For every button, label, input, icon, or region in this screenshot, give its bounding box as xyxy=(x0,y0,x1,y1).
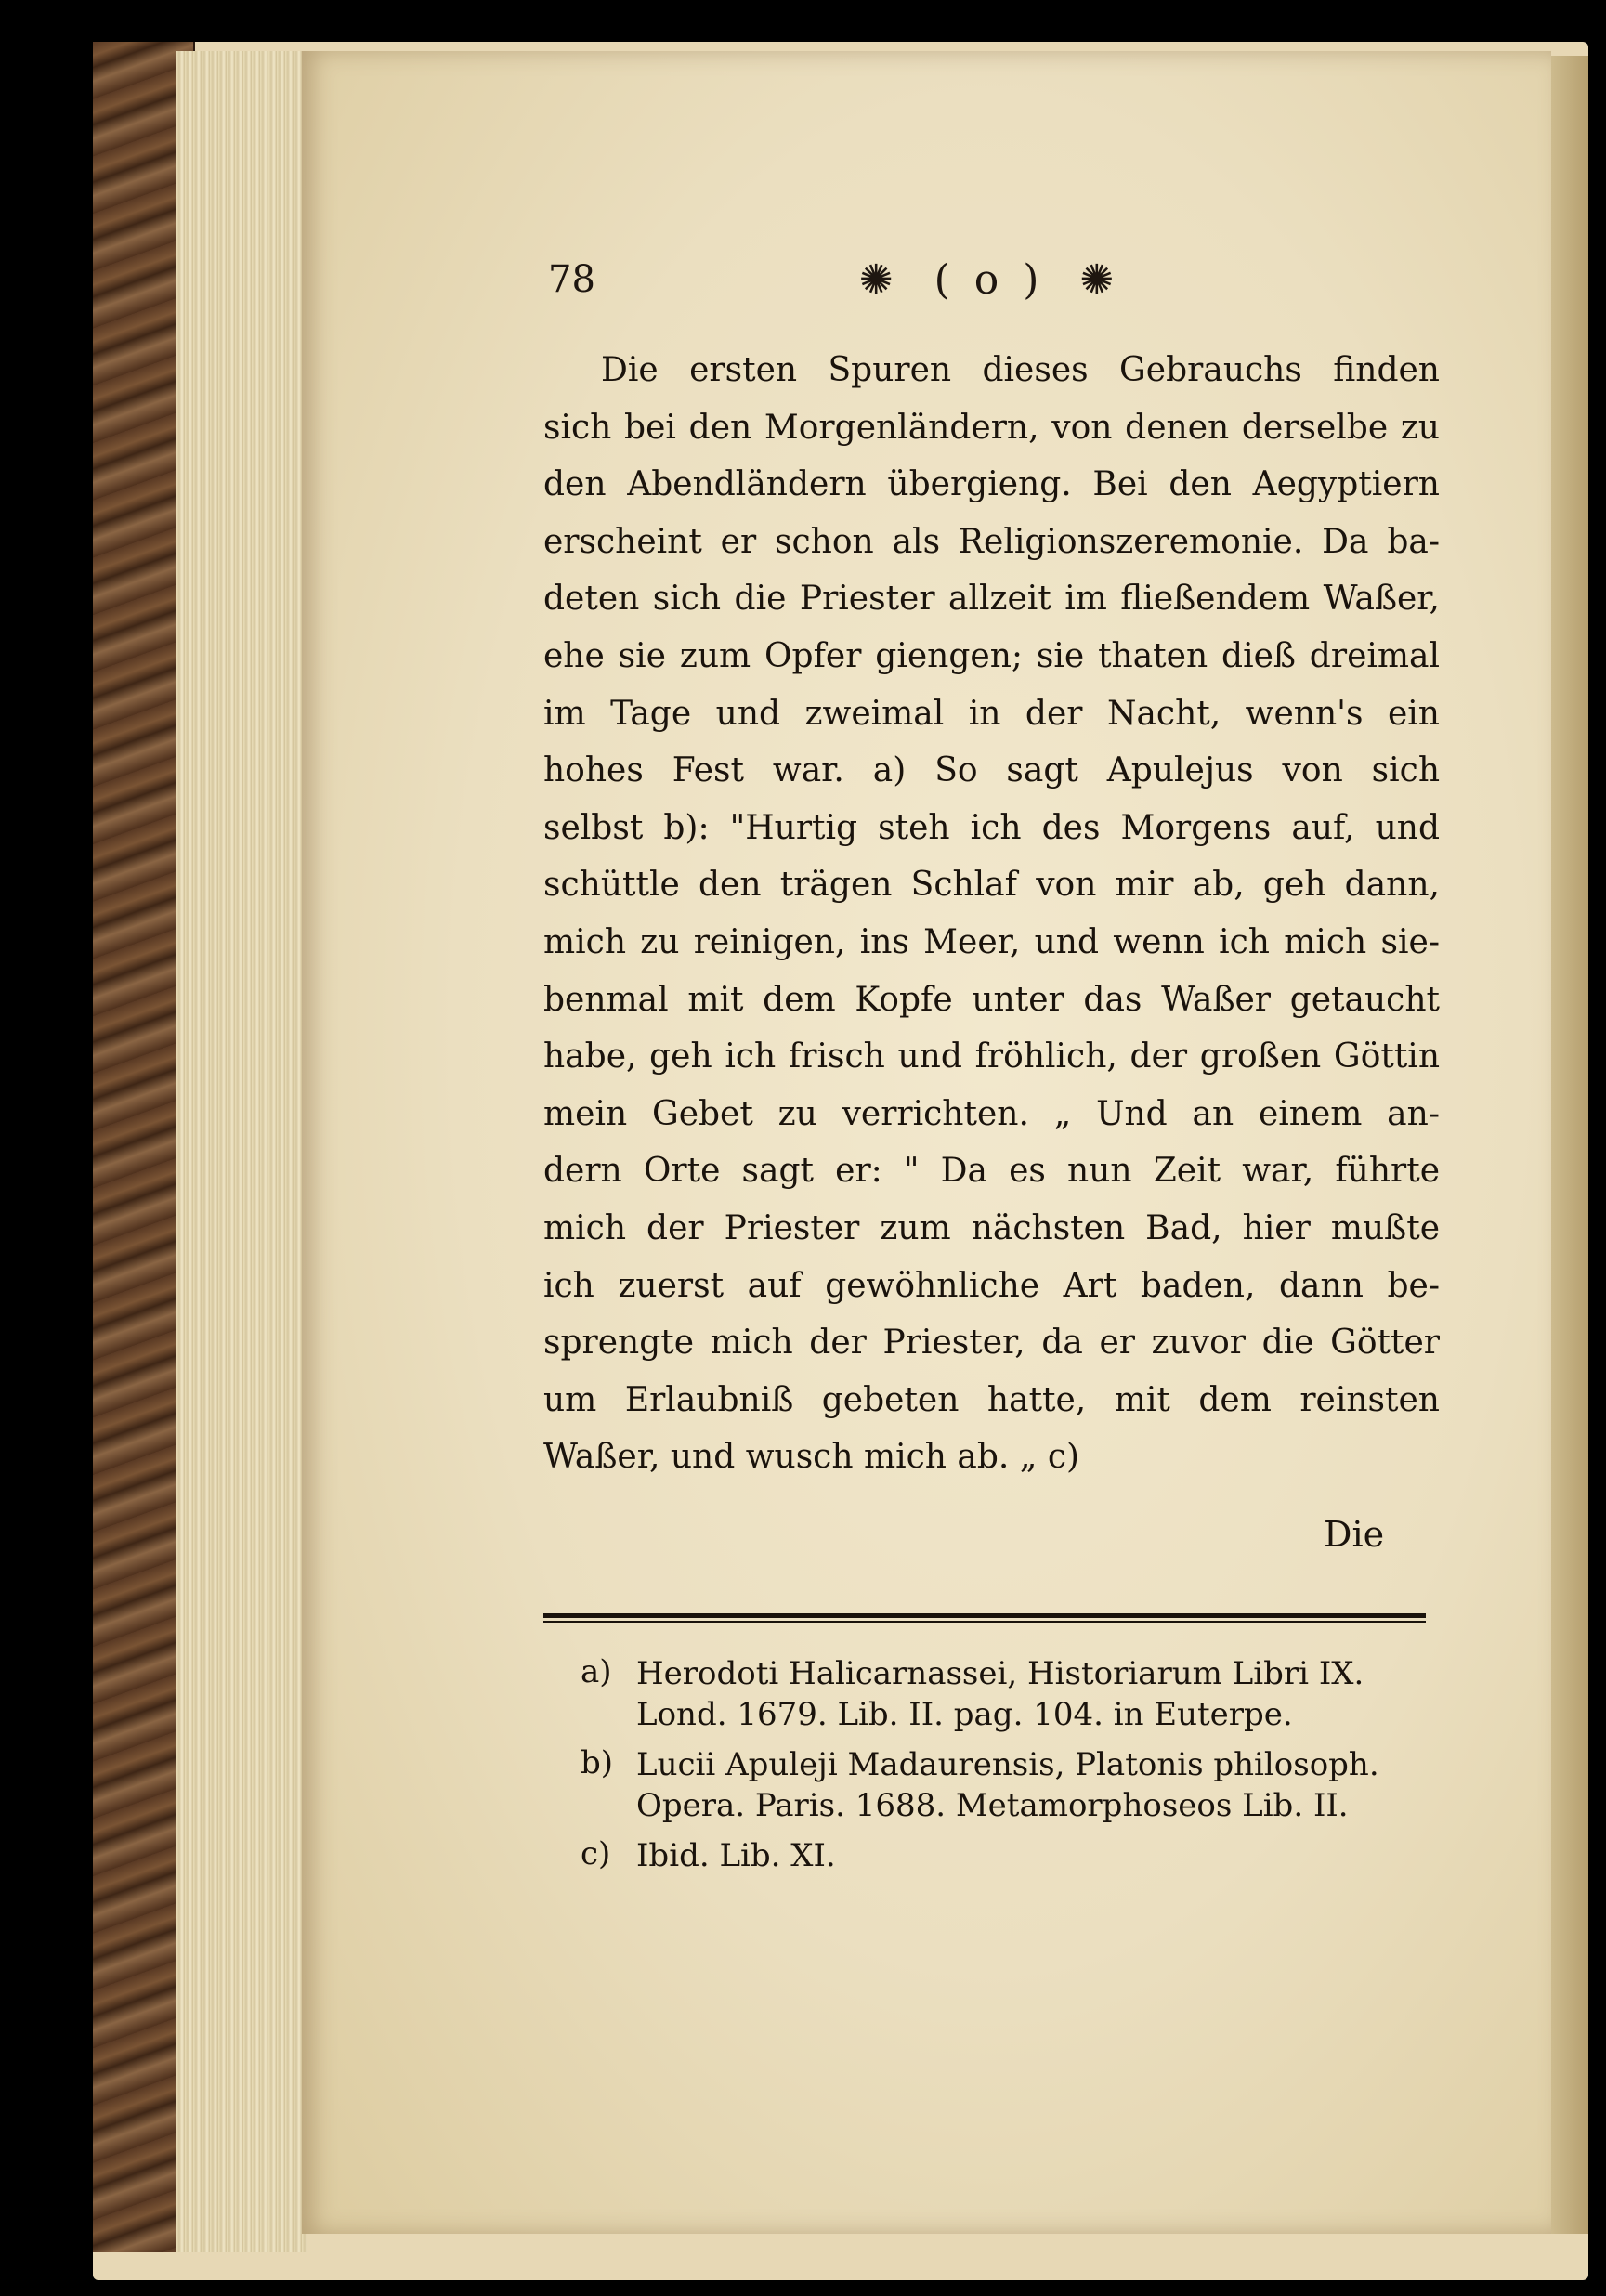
footnote-c xyxy=(581,1835,1430,1876)
text-line: im Tage und zweimal in der Nacht, wenn's ein xyxy=(543,694,1440,733)
footnote-line: Herodoti Halicarnassei, Historiarum Libri IX. xyxy=(636,1655,1364,1692)
footnote-marker: b) xyxy=(581,1744,614,1781)
text-line: um Erlaubniß gebeten hatte, mit dem reinsten xyxy=(543,1380,1440,1419)
text-line: schüttle den trägen Schlaf von mir ab, geh dann, xyxy=(543,866,1440,905)
page-edges xyxy=(176,51,307,2252)
text-line: sprengte mich der Priester, da er zuvor die Götter xyxy=(543,1324,1440,1363)
text-line: hohes Fest war. a) So sagt Apulejus von sich xyxy=(543,751,1440,790)
page-header xyxy=(548,258,1430,314)
footnote-line: Lucii Apuleji Madaurensis, Platonis philosoph. xyxy=(636,1746,1379,1783)
footnote-text xyxy=(636,1744,1430,1826)
text-line: Die ersten Spuren dieses Gebrauchs finden xyxy=(601,351,1440,389)
running-head xyxy=(548,256,1430,304)
running-head-text: ( o ) xyxy=(934,256,1045,304)
footnote-marker: a) xyxy=(581,1653,612,1690)
ornament-right-icon: ✺ xyxy=(1079,256,1120,304)
main-text xyxy=(543,342,1440,1486)
text-line: sich bei den Morgenländern, von denen derselbe zu xyxy=(543,408,1440,447)
footnote-text xyxy=(636,1653,1430,1735)
catchword: Die xyxy=(1324,1514,1385,1555)
text-line: ehe sie zum Opfer giengen; sie thaten dieß dreimal xyxy=(543,636,1440,675)
text-line: Waßer, und wusch mich ab. „ c) xyxy=(543,1438,1080,1477)
text-line: deten sich die Priester allzeit im fließendem Waßer, xyxy=(543,580,1440,619)
text-line: mich zu reinigen, ins Meer, und wenn ich mich sie- xyxy=(543,922,1440,961)
footnote-a xyxy=(581,1653,1430,1735)
footnote-rule-thin xyxy=(543,1621,1426,1623)
footnote-line: Ibid. Lib. XI. xyxy=(636,1837,836,1874)
footnote-rule xyxy=(543,1613,1426,1618)
text-line: dern Orte sagt er: " Da es nun Zeit war, führte xyxy=(543,1152,1440,1191)
footnote-line: Lond. 1679. Lib. II. pag. 104. in Euterpe. xyxy=(636,1696,1293,1733)
footnote-text xyxy=(636,1835,1430,1876)
text-line: mich der Priester zum nächsten Bad, hier mußte xyxy=(543,1208,1440,1247)
facing-page-edge xyxy=(1551,56,1588,2234)
text-line: habe, geh ich frisch und fröhlich, der großen Göttin xyxy=(543,1037,1440,1076)
text-line: mein Gebet zu verrichten. „ Und an einem an- xyxy=(543,1094,1440,1133)
footnotes xyxy=(581,1653,1430,1885)
footnote-b xyxy=(581,1744,1430,1826)
text-line: den Abendländern übergieng. Bei den Aegyptiern xyxy=(543,465,1440,504)
text-line: ich zuerst auf gewöhnliche Art baden, dann be- xyxy=(543,1266,1440,1305)
text-line: erscheint er schon als Religionszeremonie. Da ba- xyxy=(543,522,1440,561)
footnote-line: Opera. Paris. 1688. Metamorphoseos Lib. II. xyxy=(636,1787,1349,1824)
page-number: 78 xyxy=(548,258,595,301)
footnote-marker: c) xyxy=(581,1835,611,1872)
text-line: selbst b): "Hurtig steh ich des Morgens auf, und xyxy=(543,808,1440,847)
ornament-left-icon: ✺ xyxy=(858,256,899,304)
text-line: benmal mit dem Kopfe unter das Waßer getaucht xyxy=(543,980,1440,1019)
